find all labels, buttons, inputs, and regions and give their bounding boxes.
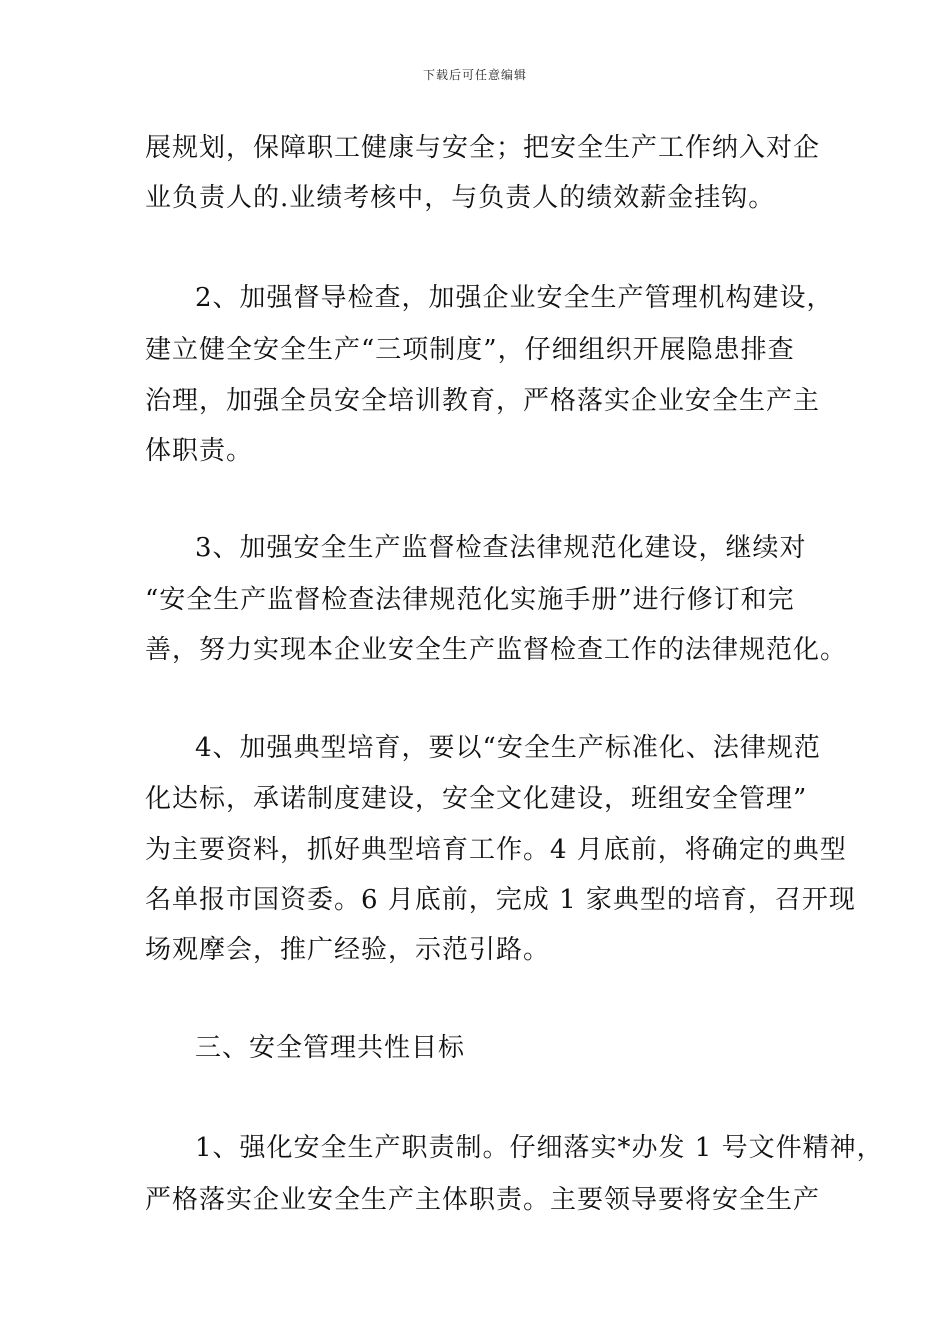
text-line: 展规划，保障职工健康与安全；把安全生产工作纳入对企: [145, 133, 821, 163]
text-line: 名单报市国资委。6 月底前，完成 1 家典型的培育，召开现: [145, 885, 856, 915]
paragraph-2-line: 2、加强督导检查，加强企业安全生产管理机构建设，: [195, 283, 834, 313]
text-line: 体职责。: [145, 436, 254, 466]
text-line: 场观摩会，推广经验，示范引路。: [145, 935, 551, 965]
paragraph-1-line: 1、强化安全生产职责制。仔细落实*办发 1 号文件精神，: [195, 1133, 884, 1163]
text-line: 严格落实企业安全生产主体职责。主要领导要将安全生产: [145, 1185, 821, 1215]
text-line: 建立健全安全生产“三项制度”，仔细组织开展隐患排查: [145, 335, 795, 365]
text-line: “安全生产监督检查法律规范化实施手册”进行修订和完: [145, 585, 795, 615]
text-line: 业负责人的.业绩考核中，与负责人的绩效薪金挂钩。: [145, 183, 776, 213]
page-header: 下载后可任意编辑: [422, 68, 527, 82]
text-line: 化达标，承诺制度建设，安全文化建设，班组安全管理”: [145, 784, 808, 814]
section-heading: 三、安全管理共性目标: [195, 1033, 466, 1063]
text-line: 为主要资料，抓好典型培育工作。4 月底前，将确定的典型: [145, 835, 847, 865]
text-line: 善，努力实现本企业安全生产监督检查工作的法律规范化。: [145, 635, 848, 665]
paragraph-4-line: 4、加强典型培育，要以“安全生产标准化、法律规范: [195, 733, 821, 763]
text-line: 治理，加强全员安全培训教育，严格落实企业安全生产主: [145, 386, 821, 416]
paragraph-3-line: 3、加强安全生产监督检查法律规范化建设，继续对: [195, 533, 807, 563]
